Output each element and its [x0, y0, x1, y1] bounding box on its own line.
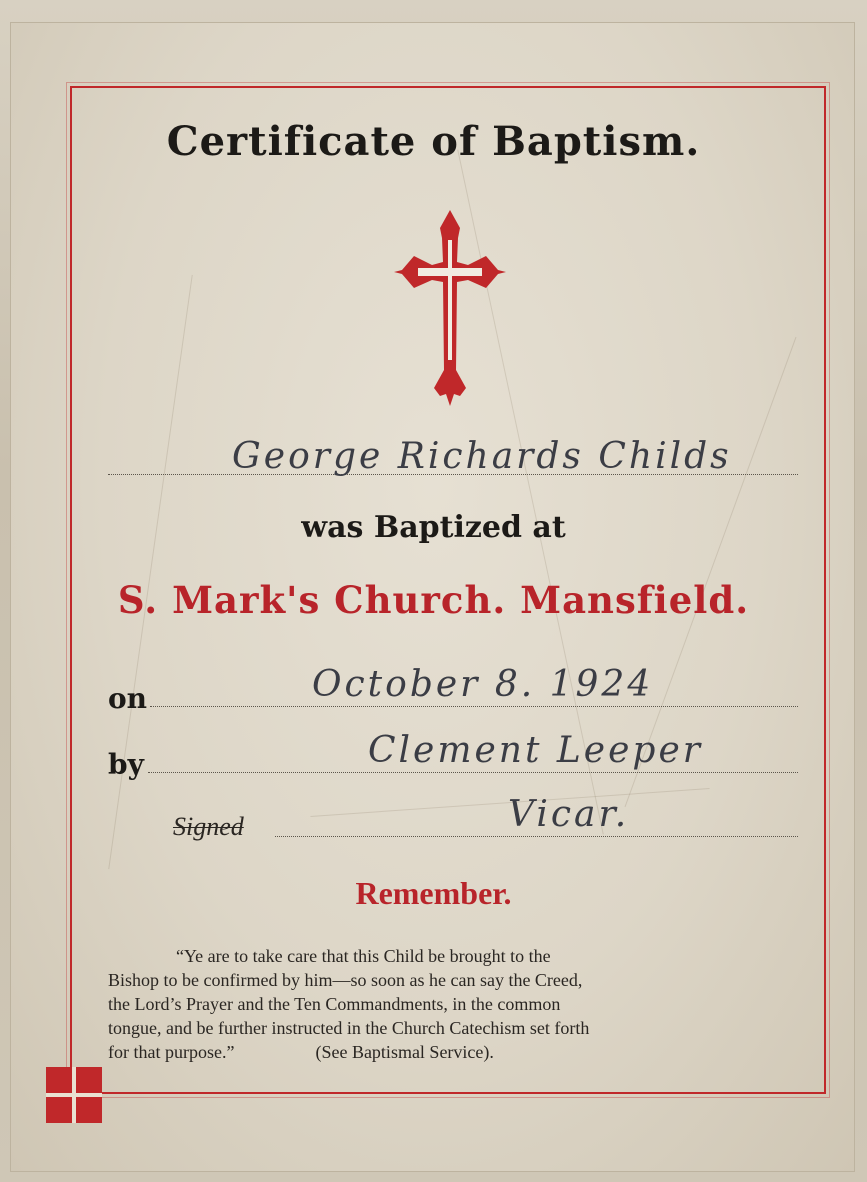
child-name: George Richards Childs — [232, 436, 732, 477]
baptism-date: October 8. 1924 — [312, 664, 654, 705]
signature: Vicar. — [508, 794, 630, 835]
church-name: S. Mark's Church. Mansfield. — [117, 578, 750, 622]
remember-quote — [108, 944, 806, 1064]
by-label: by — [108, 748, 144, 781]
remember-heading: Remember. — [355, 875, 512, 911]
on-label: on — [108, 682, 148, 715]
minister-name: Clement Leeper — [368, 730, 703, 771]
baptized-text: was Baptized at — [301, 510, 566, 545]
minister-line — [148, 772, 798, 773]
quote-line: Bishop to be confirmed by him—so soon as he can say the Creed, — [108, 970, 583, 990]
quote-line: for that purpose.” (See Baptismal Service). — [108, 1042, 494, 1062]
signature-line — [275, 836, 798, 837]
quote-line: the Lord’s Prayer and the Ten Commandments, in the common — [108, 994, 561, 1014]
quote-line: tongue, and be further instructed in the Church Catechism set forth — [108, 1018, 590, 1038]
signed-label: Signed — [173, 812, 244, 841]
ornate-cross-icon — [394, 210, 506, 415]
date-line — [150, 706, 798, 707]
maltese-cross-icon — [46, 1067, 102, 1123]
quote-line: “Ye are to take care that this Child be brought to the — [176, 946, 551, 966]
certificate-title: Certificate of Baptism. — [166, 118, 701, 165]
